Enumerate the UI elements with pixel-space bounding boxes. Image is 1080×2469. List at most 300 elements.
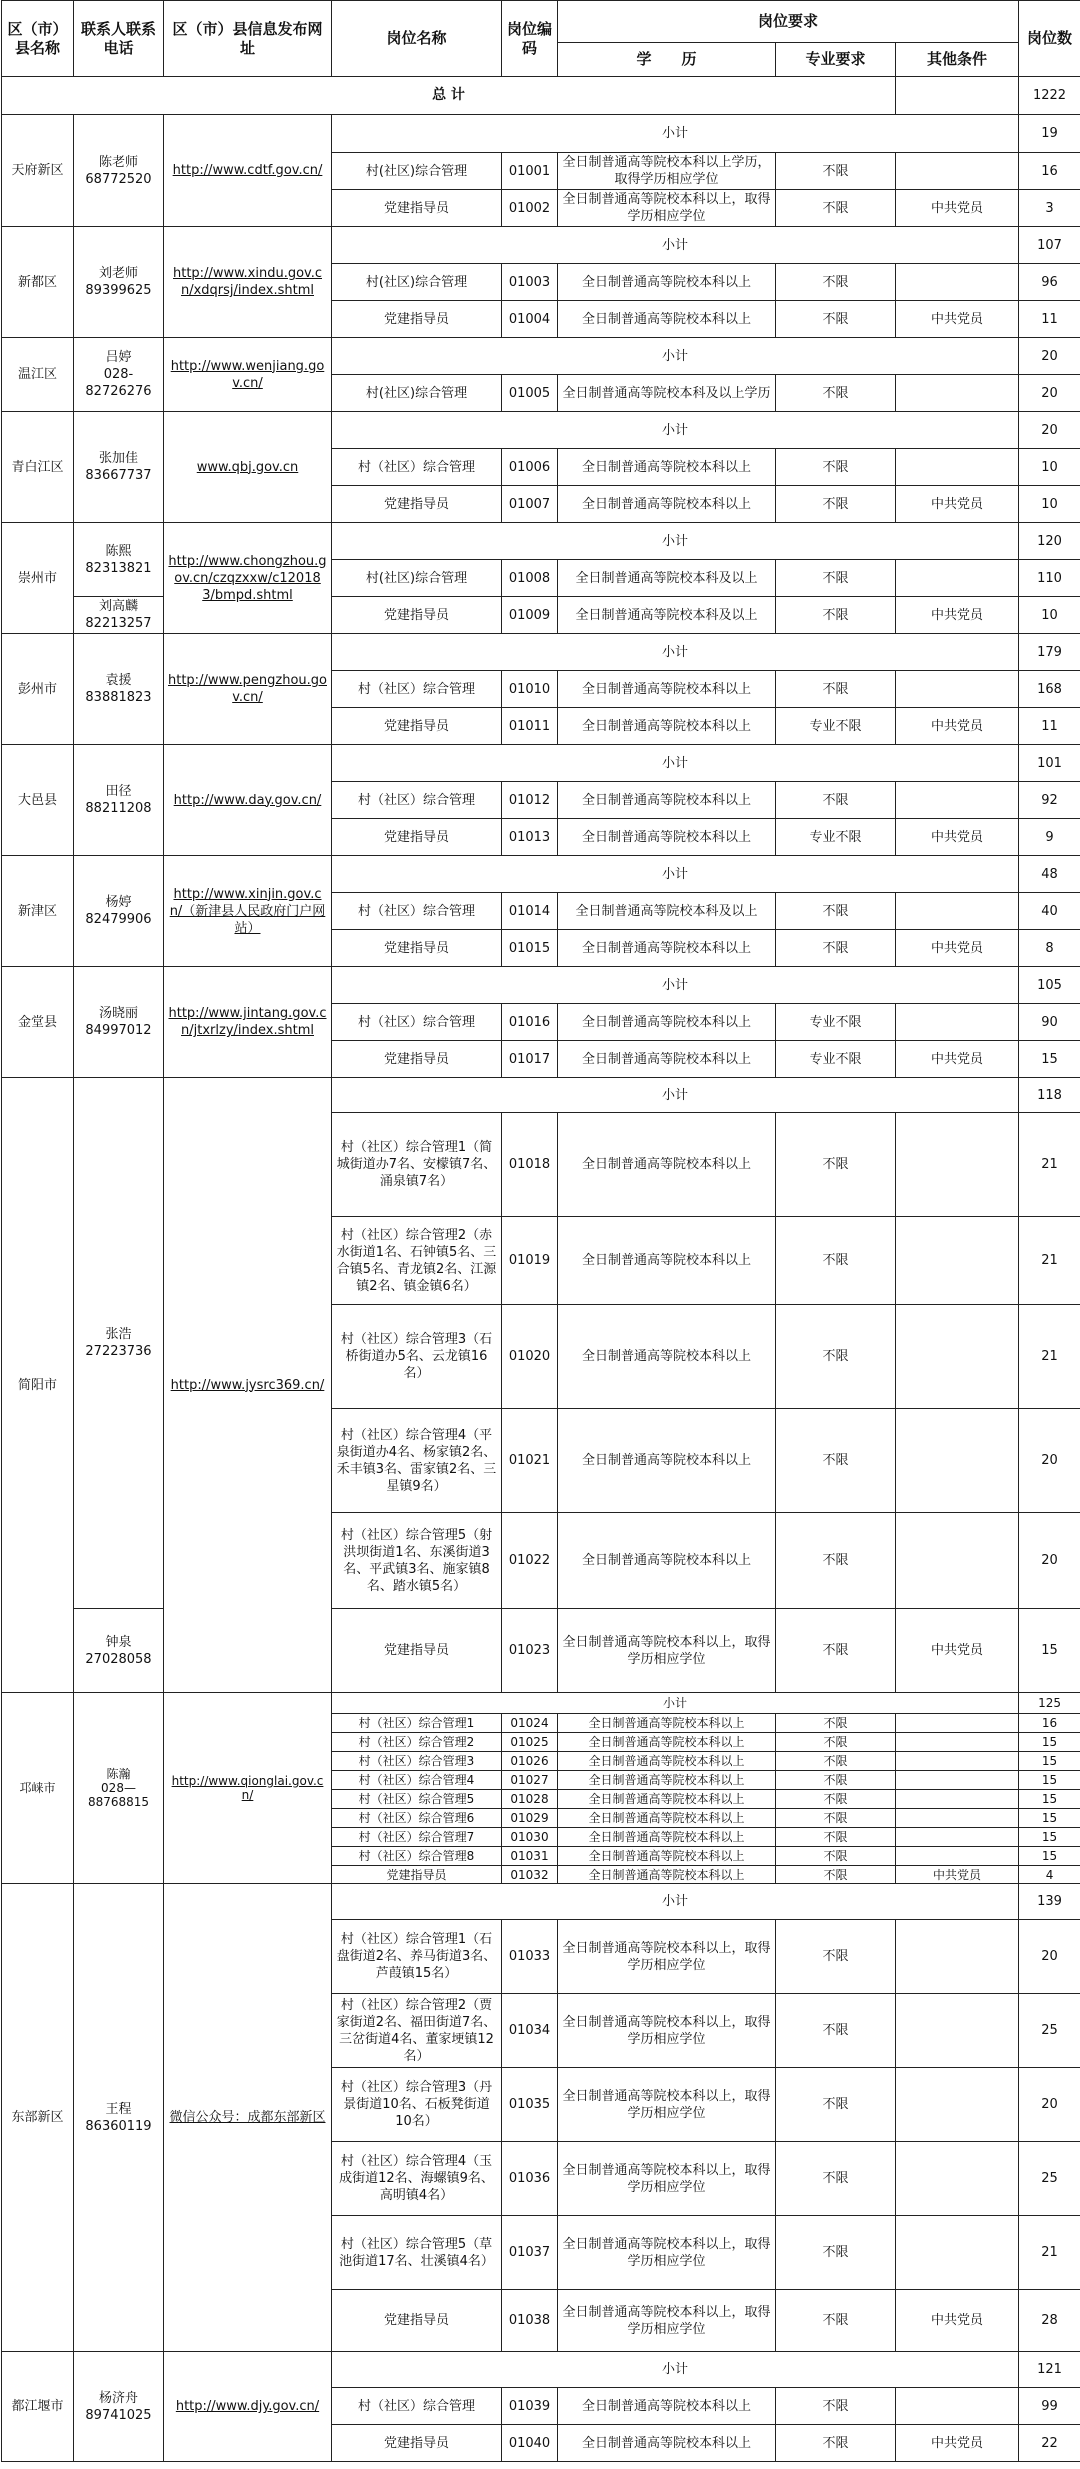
post-name: 党建指导员 <box>332 2425 502 2462</box>
post-other <box>896 1409 1019 1513</box>
header-other: 其他条件 <box>896 43 1019 77</box>
district-subtotal-count: 121 <box>1019 2352 1080 2388</box>
post-education: 全日制普通高等院校本科以上 <box>558 1513 776 1609</box>
post-education: 全日制普通高等院校本科以上，取得学历相应学位 <box>558 1609 776 1693</box>
post-code: 01021 <box>502 1409 558 1513</box>
post-count: 21 <box>1019 1217 1080 1305</box>
district-name: 温江区 <box>2 338 74 412</box>
post-name: 村（社区）综合管理 <box>332 2388 502 2425</box>
post-other: 中共党员 <box>896 708 1019 745</box>
post-name: 党建指导员 <box>332 190 502 227</box>
post-education: 全日制普通高等院校本科及以上学历 <box>558 375 776 412</box>
post-code: 01008 <box>502 560 558 597</box>
post-count: 16 <box>1019 1714 1080 1733</box>
header-major: 专业要求 <box>776 43 896 77</box>
post-code: 01006 <box>502 449 558 486</box>
post-other <box>896 893 1019 930</box>
post-count: 20 <box>1019 2068 1080 2142</box>
post-count: 15 <box>1019 1847 1080 1866</box>
post-other <box>896 1771 1019 1790</box>
post-other: 中共党员 <box>896 1609 1019 1693</box>
post-major: 不限 <box>776 375 896 412</box>
district-contact: 田径 88211208 <box>74 745 164 856</box>
post-name: 村（社区）综合管理2（赤水街道1名、石钟镇5名、三合镇5名、青龙镇2名、江源镇2名、镇金镇6名） <box>332 1217 502 1305</box>
district-subtotal-count: 19 <box>1019 115 1080 153</box>
post-education: 全日制普通高等院校本科以上 <box>558 1305 776 1409</box>
district-url-link[interactable]: http://www.chongzhou.gov.cn/czqzxxw/c120183/bmpd.shtml <box>164 523 332 634</box>
post-code: 01027 <box>502 1771 558 1790</box>
post-code: 01023 <box>502 1609 558 1693</box>
post-code: 01001 <box>502 153 558 190</box>
post-count: 15 <box>1019 1771 1080 1790</box>
post-code: 01038 <box>502 2290 558 2352</box>
district-subtotal-row <box>2 1884 1080 1920</box>
post-count: 8 <box>1019 930 1080 967</box>
post-count: 22 <box>1019 2425 1080 2462</box>
district-subtotal-label: 小计 <box>332 967 1019 1004</box>
post-major: 不限 <box>776 2142 896 2216</box>
post-count: 28 <box>1019 2290 1080 2352</box>
district-subtotal-row <box>2 338 1080 375</box>
post-education: 全日制普通高等院校本科以上 <box>558 1733 776 1752</box>
district-subtotal-count: 20 <box>1019 338 1080 375</box>
district-subtotal-label: 小计 <box>332 412 1019 449</box>
district-subtotal-row <box>2 115 1080 153</box>
district-subtotal-count: 120 <box>1019 523 1080 560</box>
post-count: 10 <box>1019 486 1080 523</box>
post-other <box>896 153 1019 190</box>
post-code: 01005 <box>502 375 558 412</box>
post-name: 村(社区)综合管理 <box>332 153 502 190</box>
post-name: 村（社区）综合管理7 <box>332 1828 502 1847</box>
post-name: 村（社区）综合管理1 <box>332 1714 502 1733</box>
post-other: 中共党员 <box>896 597 1019 634</box>
header-county: 区（市）县名称 <box>2 1 74 77</box>
post-count: 21 <box>1019 1113 1080 1217</box>
post-major: 不限 <box>776 1809 896 1828</box>
post-major: 不限 <box>776 264 896 301</box>
post-code: 01020 <box>502 1305 558 1409</box>
post-education: 全日制普通高等院校本科及以上 <box>558 893 776 930</box>
post-name: 村（社区）综合管理2（贾家街道2名、福田街道7名、三岔街道4名、董家埂镇12名） <box>332 1994 502 2068</box>
post-other <box>896 1828 1019 1847</box>
post-other <box>896 1752 1019 1771</box>
post-count: 11 <box>1019 708 1080 745</box>
district-subtotal-count: 107 <box>1019 227 1080 264</box>
header-url: 区（市）县信息发布网址 <box>164 1 332 77</box>
post-education: 全日制普通高等院校本科以上，取得学历相应学位 <box>558 2290 776 2352</box>
post-name: 村(社区)综合管理 <box>332 560 502 597</box>
post-count: 15 <box>1019 1828 1080 1847</box>
post-other <box>896 1714 1019 1733</box>
post-count: 10 <box>1019 597 1080 634</box>
post-education: 全日制普通高等院校本科以上 <box>558 671 776 708</box>
post-other <box>896 1217 1019 1305</box>
post-major: 不限 <box>776 153 896 190</box>
post-count: 110 <box>1019 560 1080 597</box>
post-code: 01019 <box>502 1217 558 1305</box>
district-url-link[interactable]: http://www.cdtf.gov.cn/ <box>164 115 332 227</box>
district-url-link[interactable]: http://www.pengzhou.gov.cn/ <box>164 634 332 745</box>
post-education: 全日制普通高等院校本科以上 <box>558 1847 776 1866</box>
post-major: 不限 <box>776 1994 896 2068</box>
post-other <box>896 2142 1019 2216</box>
post-code: 01035 <box>502 2068 558 2142</box>
post-education: 全日制普通高等院校本科以上，取得学历相应学位 <box>558 1920 776 1994</box>
district-url-link[interactable]: http://www.day.gov.cn/ <box>164 745 332 856</box>
post-code: 01028 <box>502 1790 558 1809</box>
district-contact: 王程 86360119 <box>74 1884 164 2352</box>
post-education: 全日制普通高等院校本科以上，取得学历相应学位 <box>558 2068 776 2142</box>
post-major: 不限 <box>776 1866 896 1884</box>
post-major: 不限 <box>776 1847 896 1866</box>
district-name: 金堂县 <box>2 967 74 1078</box>
post-name: 村(社区)综合管理 <box>332 375 502 412</box>
post-name: 党建指导员 <box>332 301 502 338</box>
post-code: 01033 <box>502 1920 558 1994</box>
post-name: 党建指导员 <box>332 1041 502 1078</box>
district-subtotal-count: 48 <box>1019 856 1080 893</box>
post-count: 3 <box>1019 190 1080 227</box>
post-other <box>896 560 1019 597</box>
district-subtotal-row <box>2 1078 1080 1113</box>
post-code: 01037 <box>502 2216 558 2290</box>
post-major: 不限 <box>776 486 896 523</box>
district-subtotal-count: 20 <box>1019 412 1080 449</box>
post-other <box>896 1513 1019 1609</box>
district-name: 简阳市 <box>2 1078 74 1693</box>
recruitment-table <box>1 0 1080 2462</box>
district-subtotal-count: 125 <box>1019 1693 1080 1714</box>
post-education: 全日制普通高等院校本科以上 <box>558 1041 776 1078</box>
post-name: 村（社区）综合管理5（草池街道17名、壮溪镇4名） <box>332 2216 502 2290</box>
district-contact: 刘老师 89399625 <box>74 227 164 338</box>
post-code: 01007 <box>502 486 558 523</box>
post-education: 全日制普通高等院校本科以上 <box>558 1771 776 1790</box>
district-subtotal-row <box>2 412 1080 449</box>
post-education: 全日制普通高等院校本科以上 <box>558 1809 776 1828</box>
district-contact: 杨婷 82479906 <box>74 856 164 967</box>
post-count: 40 <box>1019 893 1080 930</box>
district-subtotal-label: 小计 <box>332 338 1019 375</box>
post-name: 党建指导员 <box>332 597 502 634</box>
district-subtotal-count: 179 <box>1019 634 1080 671</box>
post-code: 01032 <box>502 1866 558 1884</box>
district-subtotal-label: 小计 <box>332 1693 1019 1714</box>
post-major: 不限 <box>776 560 896 597</box>
post-major: 不限 <box>776 2425 896 2462</box>
post-code: 01036 <box>502 2142 558 2216</box>
post-count: 20 <box>1019 1920 1080 1994</box>
post-name: 村（社区）综合管理 <box>332 782 502 819</box>
district-name: 天府新区 <box>2 115 74 227</box>
district-url-link[interactable]: http://www.djy.gov.cn/ <box>164 2352 332 2462</box>
district-subtotal-label: 小计 <box>332 523 1019 560</box>
post-education: 全日制普通高等院校本科以上 <box>558 301 776 338</box>
post-code: 01018 <box>502 1113 558 1217</box>
post-major: 专业不限 <box>776 819 896 856</box>
district-contact: 陈瀚 028—88768815 <box>74 1693 164 1884</box>
post-major: 不限 <box>776 597 896 634</box>
post-major: 不限 <box>776 1305 896 1409</box>
post-name: 村（社区）综合管理4（平泉街道办4名、杨家镇2名、禾丰镇3名、雷家镇2名、三星镇9名） <box>332 1409 502 1513</box>
post-other: 中共党员 <box>896 2290 1019 2352</box>
post-count: 15 <box>1019 1041 1080 1078</box>
post-major: 不限 <box>776 1920 896 1994</box>
post-name: 村（社区）综合管理 <box>332 1004 502 1041</box>
district-url-link[interactable]: http://www.jysrc369.cn/ <box>164 1078 332 1693</box>
post-major: 不限 <box>776 1609 896 1693</box>
post-code: 01013 <box>502 819 558 856</box>
post-education: 全日制普通高等院校本科以上 <box>558 449 776 486</box>
post-other <box>896 671 1019 708</box>
post-name: 村（社区）综合管理3（石桥街道办5名、云龙镇16名） <box>332 1305 502 1409</box>
post-major: 专业不限 <box>776 708 896 745</box>
district-subtotal-row <box>2 856 1080 893</box>
district-contact: 张浩 27223736 <box>74 1078 164 1609</box>
district-subtotal-label: 小计 <box>332 1078 1019 1113</box>
post-other <box>896 375 1019 412</box>
post-major: 不限 <box>776 930 896 967</box>
post-other <box>896 1733 1019 1752</box>
post-other: 中共党员 <box>896 486 1019 523</box>
post-education: 全日制普通高等院校本科以上 <box>558 1217 776 1305</box>
post-education: 全日制普通高等院校本科以上学历，取得学历相应学位 <box>558 153 776 190</box>
post-code: 01012 <box>502 782 558 819</box>
post-other: 中共党员 <box>896 190 1019 227</box>
post-count: 4 <box>1019 1866 1080 1884</box>
post-row <box>2 1609 1080 1693</box>
district-contact: 汤晓丽 84997012 <box>74 967 164 1078</box>
total-count: 1222 <box>1019 77 1080 115</box>
district-url-link[interactable]: http://www.xinjin.gov.cn/（新津县人民政府门户网站） <box>164 856 332 967</box>
post-major: 不限 <box>776 1409 896 1513</box>
post-major: 不限 <box>776 893 896 930</box>
header-contact: 联系人联系电话 <box>74 1 164 77</box>
post-other <box>896 1809 1019 1828</box>
post-count: 15 <box>1019 1790 1080 1809</box>
post-code: 01040 <box>502 2425 558 2462</box>
post-education: 全日制普通高等院校本科以上 <box>558 1866 776 1884</box>
post-major: 不限 <box>776 1828 896 1847</box>
post-name: 村（社区）综合管理4 <box>332 1771 502 1790</box>
post-name: 村（社区）综合管理5（射洪坝街道1名、东溪街道3名、平武镇3名、施家镇8名、踏水镇5名） <box>332 1513 502 1609</box>
post-major: 不限 <box>776 1513 896 1609</box>
post-other <box>896 1004 1019 1041</box>
district-url-link[interactable]: http://www.xindu.gov.cn/xdqrsj/index.shtml <box>164 227 332 338</box>
district-contact: 吕婷 028-82726276 <box>74 338 164 412</box>
district-name: 东部新区 <box>2 1884 74 2352</box>
post-count: 20 <box>1019 1409 1080 1513</box>
post-education: 全日制普通高等院校本科以上 <box>558 1790 776 1809</box>
post-name: 党建指导员 <box>332 486 502 523</box>
post-count: 168 <box>1019 671 1080 708</box>
post-code: 01015 <box>502 930 558 967</box>
post-count: 20 <box>1019 375 1080 412</box>
district-name: 崇州市 <box>2 523 74 634</box>
district-contact-secondary: 刘高麟 82213257 <box>74 597 164 634</box>
post-other <box>896 2216 1019 2290</box>
post-code: 01029 <box>502 1809 558 1828</box>
district-subtotal-count: 105 <box>1019 967 1080 1004</box>
post-other <box>896 1847 1019 1866</box>
district-subtotal-label: 小计 <box>332 115 1019 153</box>
post-major: 不限 <box>776 1733 896 1752</box>
district-subtotal-count: 139 <box>1019 1884 1080 1920</box>
post-code: 01009 <box>502 597 558 634</box>
district-name: 大邑县 <box>2 745 74 856</box>
post-name: 村（社区）综合管理 <box>332 449 502 486</box>
district-subtotal-row <box>2 523 1080 560</box>
post-major: 不限 <box>776 1771 896 1790</box>
post-name: 党建指导员 <box>332 1609 502 1693</box>
table-body <box>2 77 1080 2462</box>
post-major: 不限 <box>776 782 896 819</box>
post-other <box>896 1790 1019 1809</box>
post-count: 15 <box>1019 1809 1080 1828</box>
post-education: 全日制普通高等院校本科以上 <box>558 486 776 523</box>
post-other <box>896 2388 1019 2425</box>
post-education: 全日制普通高等院校本科以上 <box>558 1004 776 1041</box>
header-post: 岗位名称 <box>332 1 502 77</box>
post-code: 01003 <box>502 264 558 301</box>
district-subtotal-count: 101 <box>1019 745 1080 782</box>
district-subtotal-row <box>2 2352 1080 2388</box>
district-contact: 陈熙 82313821 <box>74 523 164 597</box>
district-subtotal-row <box>2 745 1080 782</box>
post-major: 不限 <box>776 2388 896 2425</box>
post-major: 不限 <box>776 449 896 486</box>
district-name: 邛崃市 <box>2 1693 74 1884</box>
header-requirements: 岗位要求 <box>558 1 1019 43</box>
district-name: 都江堰市 <box>2 2352 74 2462</box>
district-subtotal-label: 小计 <box>332 856 1019 893</box>
post-name: 党建指导员 <box>332 708 502 745</box>
post-name: 党建指导员 <box>332 819 502 856</box>
district-contact: 杨济舟 89741025 <box>74 2352 164 2462</box>
post-major: 专业不限 <box>776 1004 896 1041</box>
post-count: 99 <box>1019 2388 1080 2425</box>
district-url-link[interactable]: http://www.wenjiang.gov.cn/ <box>164 338 332 412</box>
post-other <box>896 449 1019 486</box>
district-contact: 张加佳 83667737 <box>74 412 164 523</box>
district-name: 青白江区 <box>2 412 74 523</box>
post-count: 9 <box>1019 819 1080 856</box>
post-count: 25 <box>1019 1994 1080 2068</box>
district-subtotal-count: 118 <box>1019 1078 1080 1113</box>
post-other: 中共党员 <box>896 2425 1019 2462</box>
post-education: 全日制普通高等院校本科以上 <box>558 1113 776 1217</box>
district-subtotal-label: 小计 <box>332 2352 1019 2388</box>
post-education: 全日制普通高等院校本科以上 <box>558 1828 776 1847</box>
post-other <box>896 782 1019 819</box>
post-code: 01010 <box>502 671 558 708</box>
post-education: 全日制普通高等院校本科以上 <box>558 782 776 819</box>
post-name: 党建指导员 <box>332 1866 502 1884</box>
district-subtotal-row <box>2 634 1080 671</box>
header-code: 岗位编码 <box>502 1 558 77</box>
district-contact: 陈老师 68772520 <box>74 115 164 227</box>
total-other-cell <box>896 77 1019 115</box>
total-row <box>2 77 1080 115</box>
district-name: 新都区 <box>2 227 74 338</box>
post-major: 不限 <box>776 1714 896 1733</box>
post-count: 16 <box>1019 153 1080 190</box>
district-subtotal-label: 小计 <box>332 227 1019 264</box>
post-code: 01034 <box>502 1994 558 2068</box>
district-url-link[interactable]: http://www.jintang.gov.cn/jtxrlzy/index.shtml <box>164 967 332 1078</box>
post-education: 全日制普通高等院校本科以上 <box>558 2388 776 2425</box>
district-subtotal-label: 小计 <box>332 745 1019 782</box>
post-code: 01011 <box>502 708 558 745</box>
post-count: 15 <box>1019 1733 1080 1752</box>
district-subtotal-label: 小计 <box>332 1884 1019 1920</box>
post-count: 21 <box>1019 2216 1080 2290</box>
post-other: 中共党员 <box>896 1041 1019 1078</box>
post-major: 不限 <box>776 2216 896 2290</box>
post-code: 01022 <box>502 1513 558 1609</box>
post-other <box>896 1920 1019 1994</box>
post-name: 村（社区）综合管理3 <box>332 1752 502 1771</box>
post-major: 不限 <box>776 2068 896 2142</box>
district-name: 新津区 <box>2 856 74 967</box>
district-url-link[interactable]: www.qbj.gov.cn <box>164 412 332 523</box>
post-code: 01031 <box>502 1847 558 1866</box>
post-count: 25 <box>1019 2142 1080 2216</box>
post-count: 15 <box>1019 1752 1080 1771</box>
post-major: 不限 <box>776 301 896 338</box>
total-label: 总 计 <box>2 77 896 115</box>
post-major: 不限 <box>776 1790 896 1809</box>
post-major: 不限 <box>776 1752 896 1771</box>
post-education: 全日制普通高等院校本科以上，取得学历相应学位 <box>558 2142 776 2216</box>
post-major: 不限 <box>776 190 896 227</box>
post-major: 不限 <box>776 1217 896 1305</box>
post-count: 96 <box>1019 264 1080 301</box>
district-url-link[interactable]: 微信公众号：成都东部新区 <box>164 1884 332 2352</box>
district-subtotal-row <box>2 227 1080 264</box>
post-count: 21 <box>1019 1305 1080 1409</box>
post-major: 不限 <box>776 2290 896 2352</box>
post-education: 全日制普通高等院校本科以上 <box>558 1714 776 1733</box>
post-other: 中共党员 <box>896 930 1019 967</box>
post-other <box>896 1113 1019 1217</box>
header-education: 学 历 <box>558 43 776 77</box>
post-education: 全日制普通高等院校本科以上，取得学历相应学位 <box>558 1994 776 2068</box>
post-code: 01014 <box>502 893 558 930</box>
post-major: 专业不限 <box>776 1041 896 1078</box>
post-other <box>896 1994 1019 2068</box>
post-code: 01030 <box>502 1828 558 1847</box>
post-name: 村(社区)综合管理 <box>332 264 502 301</box>
post-count: 10 <box>1019 449 1080 486</box>
post-name: 党建指导员 <box>332 930 502 967</box>
post-row <box>2 597 1080 634</box>
post-education: 全日制普通高等院校本科以上 <box>558 930 776 967</box>
post-other <box>896 2068 1019 2142</box>
post-name: 村（社区）综合管理 <box>332 893 502 930</box>
post-name: 村（社区）综合管理4（玉成街道12名、海螺镇9名、高明镇4名） <box>332 2142 502 2216</box>
district-url-link[interactable]: http://www.qionglai.gov.cn/ <box>164 1693 332 1884</box>
post-count: 20 <box>1019 1513 1080 1609</box>
post-name: 村（社区）综合管理 <box>332 671 502 708</box>
district-subtotal-row <box>2 967 1080 1004</box>
post-education: 全日制普通高等院校本科及以上 <box>558 560 776 597</box>
post-code: 01004 <box>502 301 558 338</box>
post-code: 01039 <box>502 2388 558 2425</box>
post-major: 不限 <box>776 671 896 708</box>
post-code: 01002 <box>502 190 558 227</box>
